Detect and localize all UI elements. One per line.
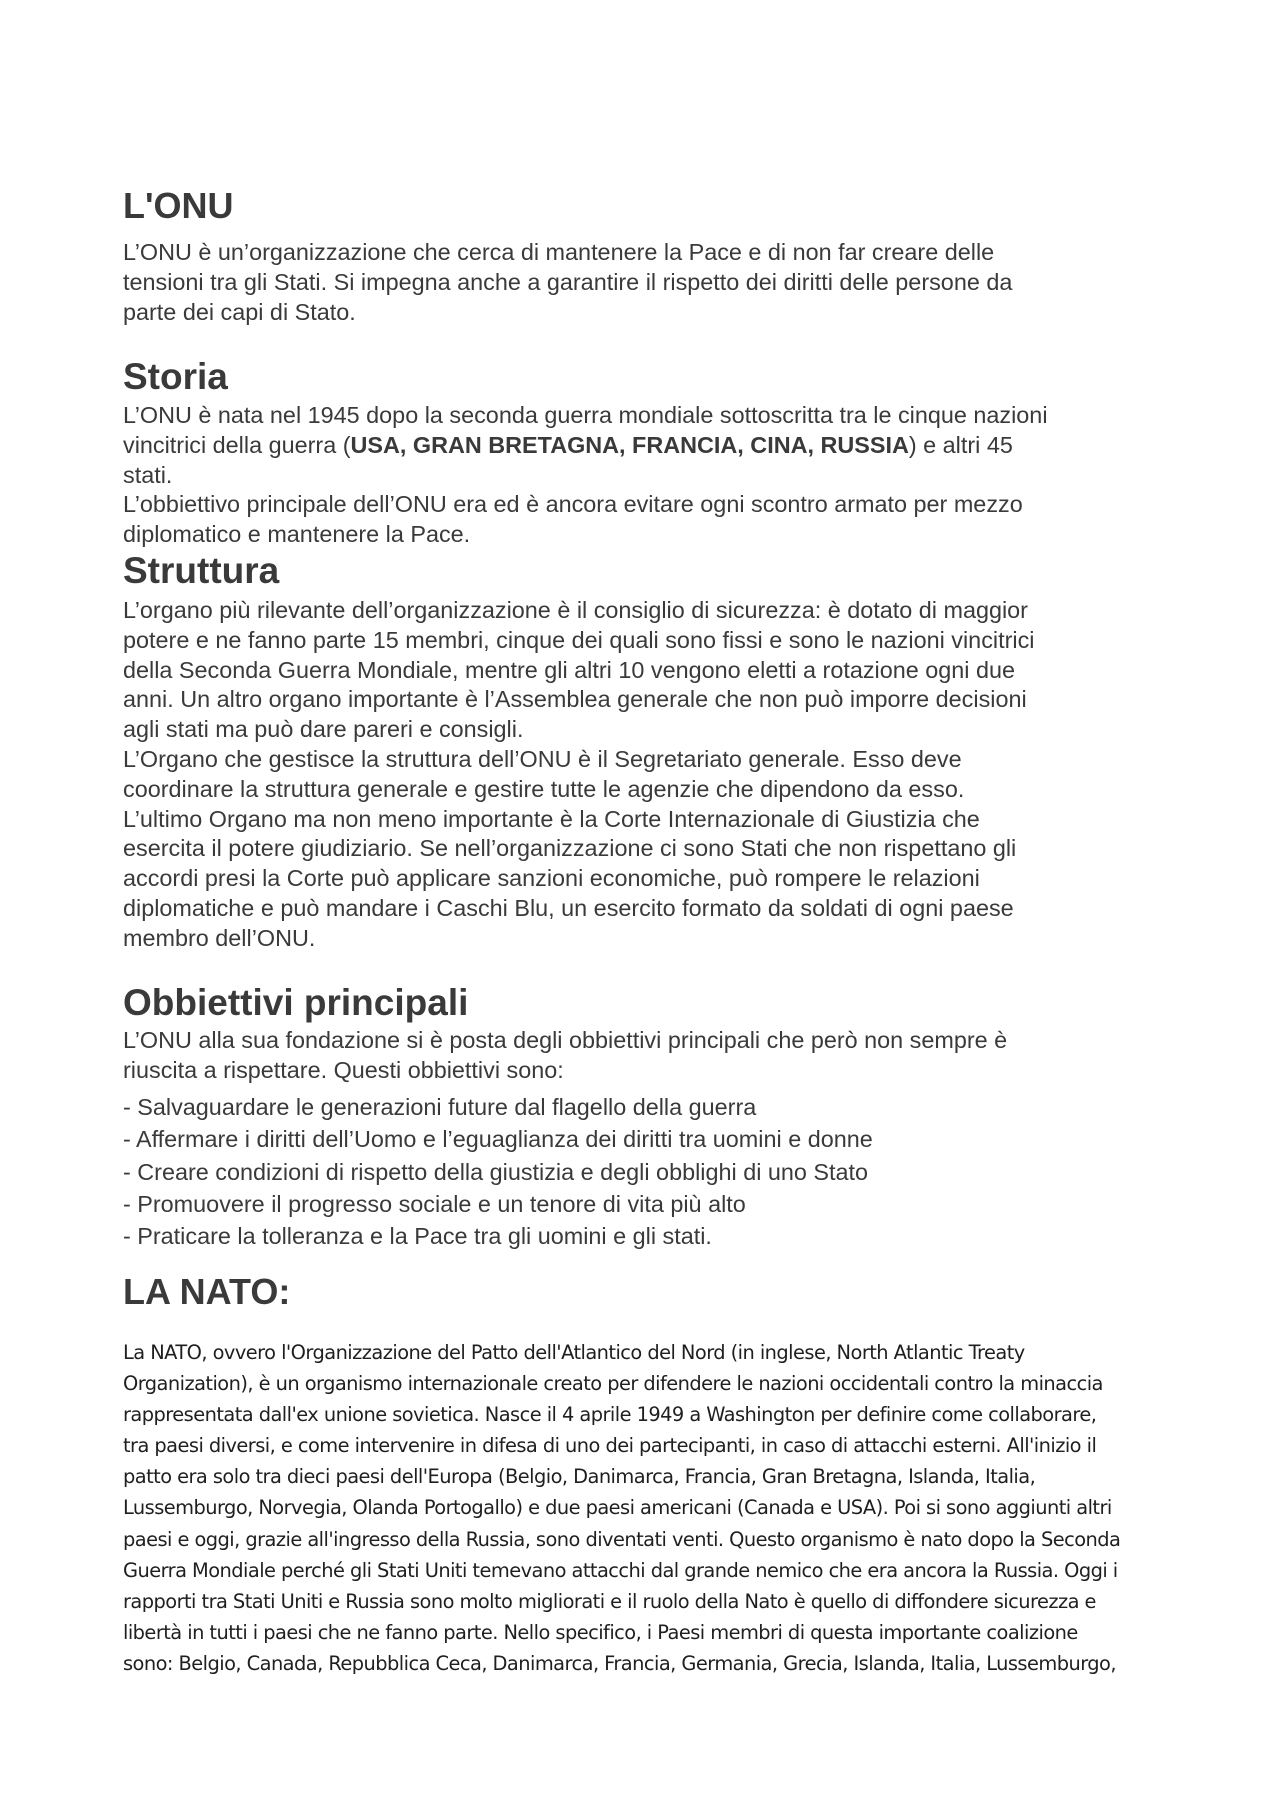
text-line: paesi e oggi, grazie all'ingresso della Russia, sono diventati venti. Questo organismo è nato dopo la Seconda xyxy=(123,1527,1121,1551)
text-line: L’ultimo Organo ma non meno importante è la Corte Internazionale di Giustizia che xyxy=(123,805,980,832)
list-item: - Affermare i diritti dell’Uomo e l’eguaglianza dei diritti tra uomini e donne xyxy=(123,1126,873,1153)
text-line: rappresentata dall'ex unione sovietica. Nasce il 4 aprile 1949 a Washington per definire come collaborare, xyxy=(123,1403,1097,1427)
text-line: diplomatiche e può mandare i Caschi Blu, un esercito formato da soldati di ogni paese xyxy=(123,894,1014,921)
text-line: potere e ne fanno parte 15 membri, cinque dei quali sono fissi e sono le nazioni vincitrici xyxy=(123,626,1035,653)
list-item: - Praticare la tolleranza e la Pace tra gli uomini e gli stati. xyxy=(123,1223,712,1250)
text-line: Guerra Mondiale perché gli Stati Uniti temevano attacchi dal grande nemico che era ancora la Russia. Oggi i xyxy=(123,1558,1118,1582)
text-line: L’ONU alla sua fondazione si è posta degli obbiettivi principali che però non sempre è xyxy=(123,1027,1008,1053)
text-line: L’organo più rilevante dell’organizzazione è il consiglio di sicurezza: è dotato di maggior xyxy=(123,597,1028,623)
list-item: - Salvaguardare le generazioni future dal flagello della guerra xyxy=(123,1094,757,1120)
heading-struttura: Struttura xyxy=(123,550,280,591)
text-line: esercita il potere giudiziario. Se nell’organizzazione ci sono Stati che non rispettano gli xyxy=(123,835,1017,862)
heading-storia: Storia xyxy=(123,356,228,397)
text-line: rapporti tra Stati Uniti e Russia sono molto migliorati e il ruolo della Nato è quello di diffondere sicurezza e xyxy=(123,1589,1096,1613)
paragraph-struttura xyxy=(123,596,1034,954)
paragraph-nato xyxy=(123,1337,1120,1679)
text-line: sono: Belgio, Canada, Repubblica Ceca, Danimarca, Francia, Germania, Grecia, Islanda, Italia, Lussemburgo, xyxy=(123,1651,1116,1675)
text-segment: ) e altri 45 xyxy=(908,431,1013,458)
bold-nations: USA, GRAN BRETAGNA, FRANCIA, CINA, RUSSIA xyxy=(350,431,909,458)
obiettivi-list xyxy=(123,1091,873,1252)
paragraph-obiettivi-intro xyxy=(123,1026,1007,1086)
text-line: L’ONU è un’organizzazione che cerca di mantenere la Pace e di non far creare delle xyxy=(123,239,995,265)
text-line: coordinare la struttura generale e gestire tutte le agenzie che dipendono da esso. xyxy=(123,775,965,802)
list-item: - Promuovere il progresso sociale e un tenore di vita più alto xyxy=(123,1190,746,1217)
list-item: - Creare condizioni di rispetto della giustizia e degli obblighi di uno Stato xyxy=(123,1158,869,1185)
text-line: Lussemburgo, Norvegia, Olanda Portogallo) e due paesi americani (Canada e USA). Poi si sono aggiunti altri xyxy=(123,1496,1112,1520)
text-line: diplomatico e mantenere la Pace. xyxy=(123,521,471,548)
text-line: L’ONU è nata nel 1945 dopo la seconda guerra mondiale sottoscritta tra le cinque nazioni xyxy=(123,402,1048,428)
text-line: tra paesi diversi, e come intervenire in difesa di uno dei partecipanti, in caso di attacchi esterni. All'inizio il xyxy=(123,1434,1097,1458)
text-line: parte dei capi di Stato. xyxy=(123,298,356,325)
text-line: Organization), è un organismo internazionale creato per difendere le nazioni occidentali contro la minaccia xyxy=(123,1372,1103,1396)
text-line: anni. Un altro organo importante è l’Assemblea generale che non può imporre decisioni xyxy=(123,686,1027,713)
text-line: L’Organo che gestisce la struttura dell’ONU è il Segretariato generale. Esso deve xyxy=(123,745,962,772)
text-line: stati. xyxy=(123,461,173,488)
text-line: patto era solo tra dieci paesi dell'Europa (Belgio, Danimarca, Francia, Gran Bretagna, Islanda, Italia, xyxy=(123,1465,1036,1489)
paragraph-storia xyxy=(123,401,1048,550)
heading-obiettivi: Obbiettivi principali xyxy=(123,982,469,1023)
text-line: tensioni tra gli Stati. Si impegna anche a garantire il rispetto dei diritti delle persone da xyxy=(123,268,1013,295)
text-line: della Seconda Guerra Mondiale, mentre gli altri 10 vengono eletti a rotazione ogni due xyxy=(123,656,1016,683)
text-line: accordi presi la Corte può applicare sanzioni economiche, può rompere le relazioni xyxy=(123,865,980,892)
text-line: membro dell’ONU. xyxy=(123,924,316,951)
heading-onu: L'ONU xyxy=(123,185,234,226)
text-line: riuscita a rispettare. Questi obbiettivi sono: xyxy=(123,1056,564,1083)
text-line: L’obbiettivo principale dell’ONU era ed è ancora evitare ogni scontro armato per mezzo xyxy=(123,491,1023,518)
text-segment: vincitrici della guerra ( xyxy=(123,431,351,458)
text-line: La NATO, ovvero l'Organizzazione del Patto dell'Atlantico del Nord (in inglese, North Atlantic Treaty xyxy=(123,1341,1025,1364)
paragraph-onu xyxy=(123,238,1012,327)
text-line: agli stati ma può dare pareri e consigli. xyxy=(123,716,524,743)
heading-nato: LA NATO: xyxy=(123,1271,291,1312)
text-line xyxy=(123,431,1048,461)
text-line: libertà in tutti i paesi che ne fanno parte. Nello specifico, i Paesi membri di questa importante coalizione xyxy=(123,1620,1078,1644)
